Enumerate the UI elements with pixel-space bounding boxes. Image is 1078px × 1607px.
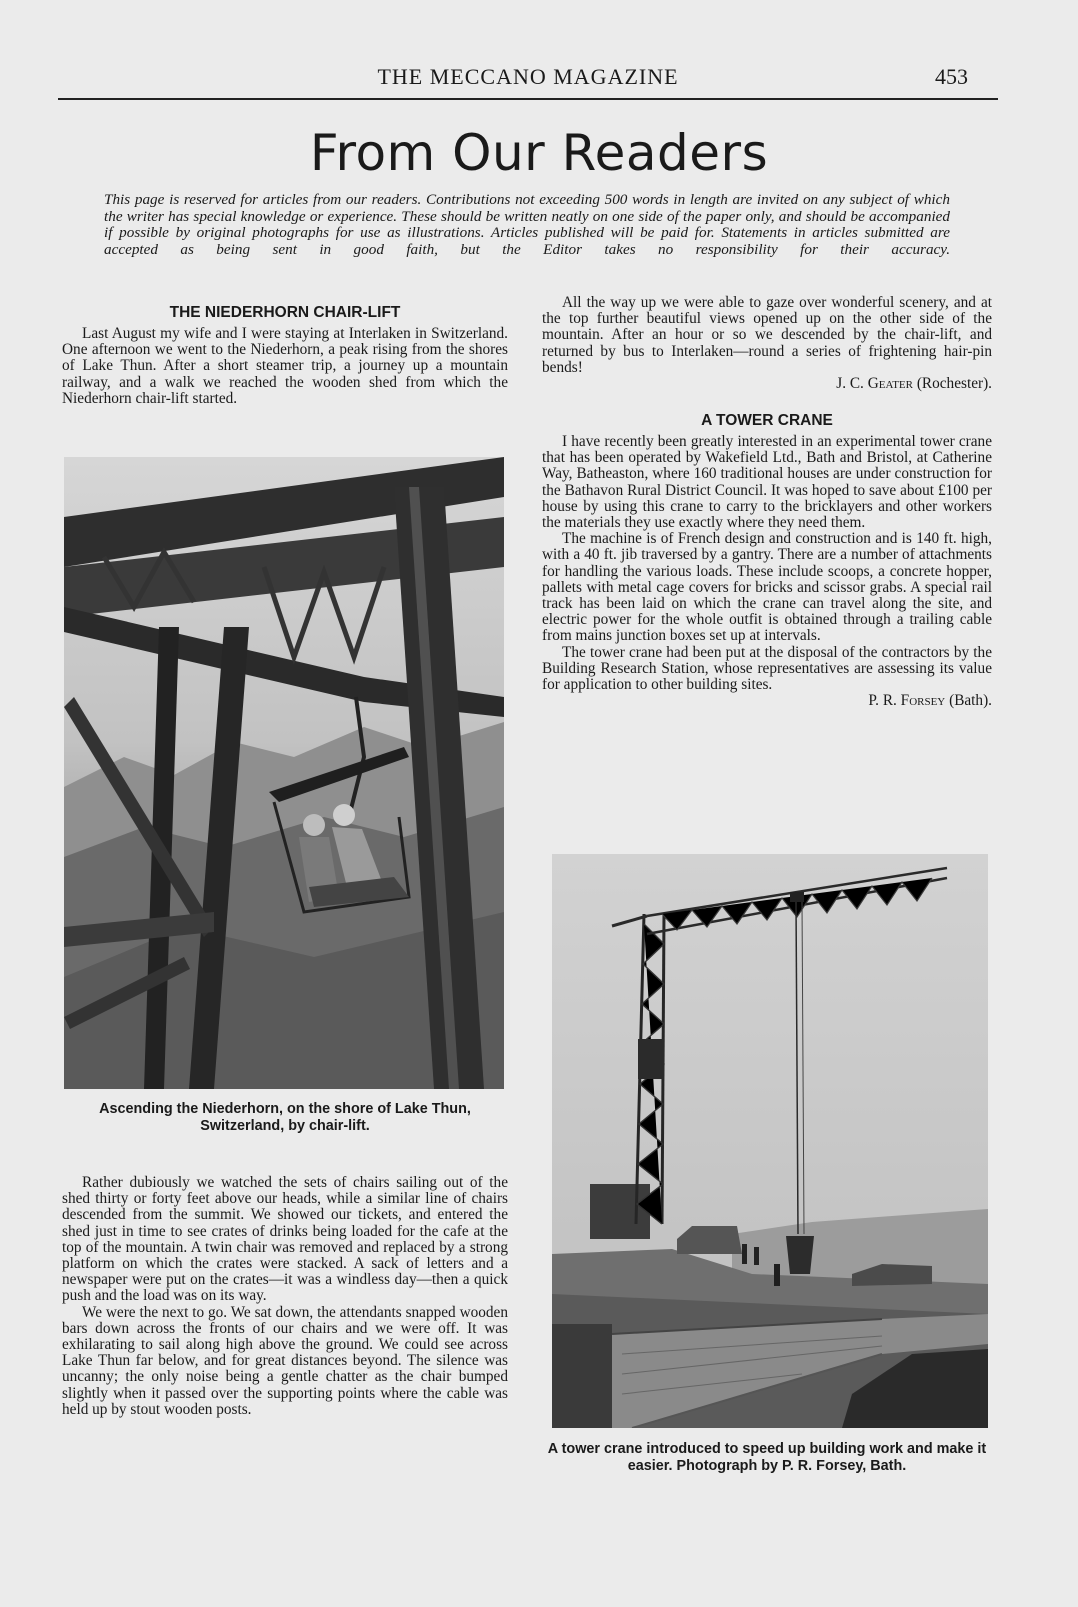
header-rule (58, 98, 998, 100)
tower-crane-photo (552, 854, 988, 1428)
article1-conclusion (542, 295, 992, 392)
page-title: From Our Readers (309, 124, 769, 182)
article1-paragraph: Rather dubiously we watched the sets of chairs sailing out of the shed thirty or forty feet above our heads, while a similar line of chairs descended from the summit. We showed our tickets, and entered the shed just in time to see crates of drinks being loaded for the cafe at the top of the mountain. A twin chair was removed and replaced by a strong platform on which the crates were stacked. A sack of letters and a newspaper were put on the crates—it was a windless day—then a quick push and the load was on its way. (62, 1174, 508, 1305)
tower-crane-photo-caption: A tower crane introduced to speed up building work and make it easier. Photograph by P. R. Forsey, Bath. (547, 1441, 987, 1474)
article1-heading: THE NIEDERHORN CHAIR-LIFT (169, 304, 401, 321)
chairlift-photo (64, 457, 504, 1089)
article2-author: P. R. Forsey (868, 692, 946, 710)
article1-byline (542, 376, 992, 392)
article1-paragraph: All the way up we were able to gaze over wonderful scenery, and at the top further beautiful views opened up on the other side of the mountain. After an hour or so we descended by the chair-lift, and returned by bus to Interlaken—round a series of frightening hair-pin bends! (542, 294, 992, 376)
article2-paragraph: The tower crane had been put at the disposal of the contractors by the Building Research Station, whose representatives are assessing its value for application to other building sites. (542, 643, 992, 694)
article1-author: J. C. Geater (836, 375, 913, 393)
chairlift-caption-block (62, 1101, 508, 1134)
article2 (542, 412, 992, 709)
article2-author-place: (Bath). (949, 692, 992, 710)
page-number: 453 (935, 64, 968, 89)
article1-paragraph: Last August my wife and I were staying at Interlaken in Switzerland. One afternoon we went to the Niederhorn, a peak rising from the shores of Lake Thun. After a short steamer trip, a journey up a mountain railway, and a walk we reached the wooden shed from which the Niederhorn chair-lift started. (62, 325, 508, 407)
article2-byline (542, 693, 992, 709)
article1-continued (62, 1175, 508, 1418)
chairlift-photo-caption: Ascending the Niederhorn, on the shore of Lake Thun, Switzerland, by chair-lift. (99, 1101, 471, 1134)
running-head (58, 64, 998, 94)
editorial-intro: This page is reserved for articles from our readers. Contributions not exceeding 500 words in length are invited on any subject of which the writer has special knowledge or experience. These should be written neatly on one side of the paper only, and should be accompanied if possible by original photographs for use as illustrations. Articles published will be paid for. Statements in articles submitted are accepted as being sent in good faith, but the Editor takes no responsibility for their accuracy. (104, 191, 950, 258)
article1-author-place: (Rochester). (916, 375, 992, 393)
article2-paragraph: The machine is of French design and construction and is 140 ft. high, with a 40 ft. jib traversed by a gantry. There are a number of attachments for handling the various loads. These include scoops, a concrete hopper, pallets with metal cage covers for bricks and scissor grabs. A special rail track has been laid on which the crane can travel along the site, and electric power for the whole outfit is obtained through a trailing cable from mains junction boxes set up at intervals. (542, 530, 992, 645)
article1-opening (62, 304, 508, 407)
article1-paragraph: We were the next to go. We sat down, the attendants snapped wooden bars down across the fronts of our chairs and we were off. It was exhilarating to sail along high above the ground. We could see across Lake Thun far below, and for great distances beyond. The silence was uncanny; the only noise being a gentle chatter as the chair bumped slightly when it passed over the supporting points where the cable was held up by stout wooden posts. (62, 1303, 508, 1418)
magazine-title: THE MECCANO MAGAZINE (377, 64, 679, 89)
article2-paragraph: I have recently been greatly interested in an experimental tower crane that has been operated by Wakefield Ltd., Bath and Bristol, at Catherine Way, Batheaston, where 160 traditional houses are under construction for the Bathavon Rural District Council. It was hoped to save about £100 per house by using this crane to carry to the bricklayers and other workers the materials they use exactly where they need them. (542, 433, 992, 532)
crane-caption-block (542, 1441, 992, 1474)
article2-heading: A TOWER CRANE (701, 412, 833, 429)
